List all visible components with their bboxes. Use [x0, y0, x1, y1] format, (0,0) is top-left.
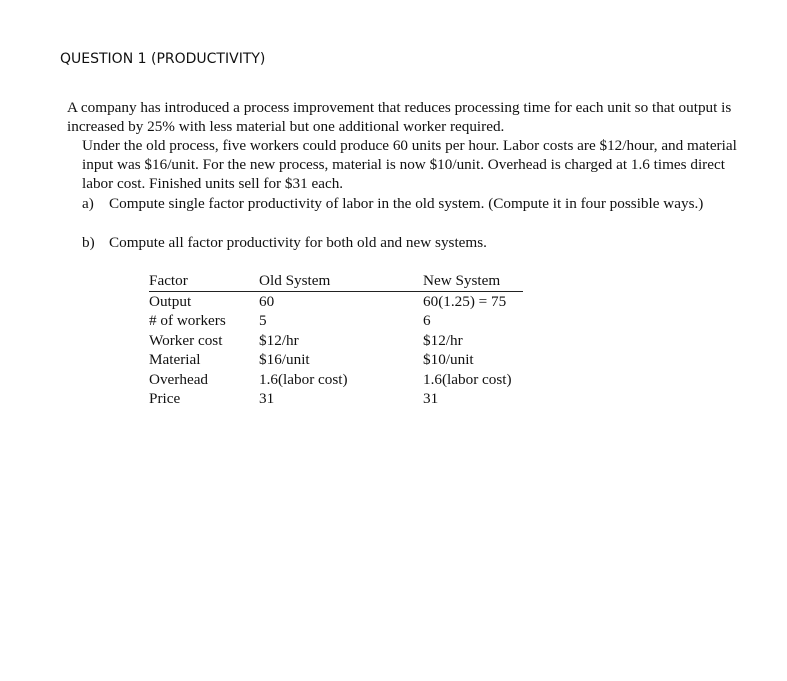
- old-system-cell: $16/unit: [259, 351, 310, 368]
- old-system-cell: $12/hr: [259, 331, 299, 349]
- new-system-cell: 1.6(labor cost): [423, 370, 512, 388]
- new-system-cell: 31: [423, 390, 439, 407]
- question-marker: b): [82, 234, 95, 251]
- new-system-cell: $10/unit: [423, 351, 474, 368]
- factor-cell: Output: [149, 292, 192, 310]
- table-row: [149, 370, 523, 390]
- column-header-new-system: New System: [423, 271, 523, 291]
- column-header-old-system: Old System: [259, 271, 423, 291]
- intro-paragraph: A company has introduced a process improvement that reduces processing time for each unit so that output is increased by 25% with less material but one additional worker required.: [67, 99, 732, 135]
- column-header-factor: Factor: [149, 271, 259, 291]
- table-row: [149, 311, 523, 331]
- question-heading: QUESTION 1 (PRODUCTIVITY): [60, 51, 266, 67]
- new-system-cell: $12/hr: [423, 331, 463, 349]
- question-marker: a): [82, 195, 94, 212]
- question-text: Compute all factor productivity for both old and new systems.: [109, 234, 487, 251]
- factor-table: [149, 271, 523, 409]
- table-row: [149, 389, 523, 409]
- new-system-cell: 6: [423, 312, 431, 329]
- factor-cell: Price: [149, 390, 181, 407]
- new-system-cell: 60(1.25) = 75: [423, 292, 507, 310]
- table-header-row: [149, 271, 523, 291]
- table-row: [149, 291, 523, 311]
- old-system-cell: 1.6(labor cost): [259, 370, 348, 388]
- old-system-cell: 60: [259, 292, 275, 310]
- factor-cell: Worker cost: [149, 331, 223, 349]
- factor-cell: Overhead: [149, 370, 209, 388]
- factor-cell: Material: [149, 351, 201, 368]
- old-system-cell: 31: [259, 390, 275, 407]
- table-row: [149, 331, 523, 351]
- question-text: Compute single factor productivity of labor in the old system. (Compute it in four possible ways.): [109, 195, 704, 212]
- factor-cell: # of workers: [149, 312, 226, 329]
- details-paragraph: Under the old process, five workers could produce 60 units per hour. Labor costs are $12/hour, and material input was $16/unit. For the new process, material is now $10/unit. Overhead is charged at 1.6 times direct labor cost. Finished units sell for $31 each.: [82, 137, 737, 192]
- table-row: [149, 350, 523, 370]
- old-system-cell: 5: [259, 312, 267, 329]
